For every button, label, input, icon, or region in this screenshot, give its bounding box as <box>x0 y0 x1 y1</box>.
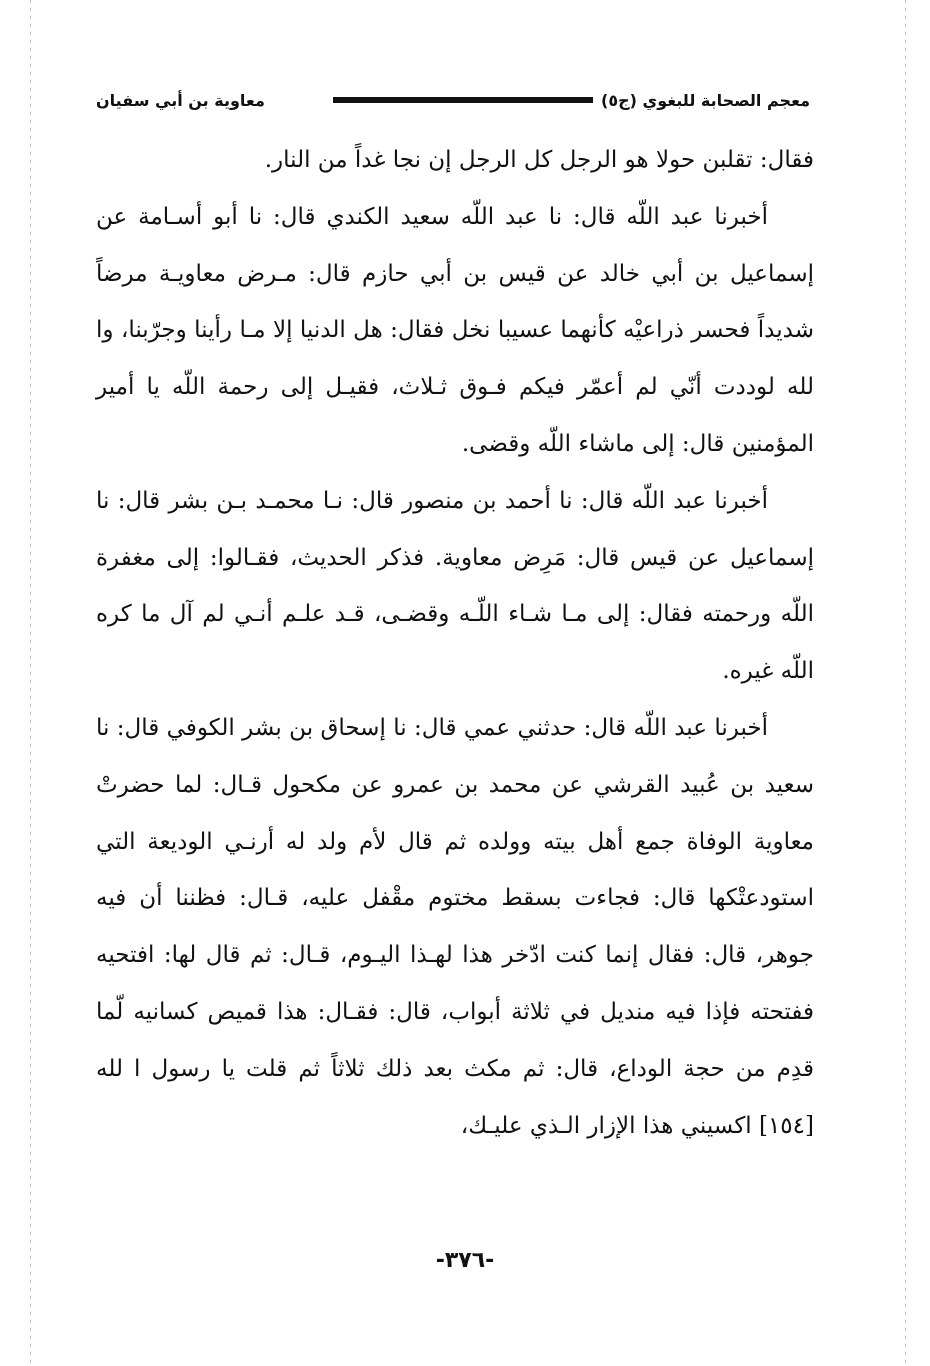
header-rule <box>333 97 593 103</box>
page-number: -٣٧٦- <box>435 1248 495 1273</box>
body-text <box>96 132 814 1154</box>
paragraph-3: أخبرنا عبد اللّه قال: نا أحمد بن منصور قال: نـا محمـد بـن بشر قال: نا إسماعيل عن قيس قال: مَرِض معاوية. فذكر الحديث، فقـالوا: إلى مغفرة اللّه ورحمته فقال: إلى مـا شـاء اللّـه وقضـى، قـد علـم أنـي لم آل ما كره اللّه غيره. <box>96 487 814 685</box>
scan-edge-left <box>30 0 31 1366</box>
paragraph-4: أخبرنا عبد اللّه قال: حدثني عمي قال: نا إسحاق بن بشر الكوفي قال: نا سعيد بن عُبيد القرشي عن محمد بن عمرو عن مكحول قـال: لما حضرتْ معاوية الوفاة جمع أهل بيته وولده ثم قال لأم ولد له أرنـي الوديعة التي استودعتْكها قال: فجاءت بسقط مختوم مقْفل عليه، قـال: فظننا أن فيه جوهر، قال: فقال إنما كنت ادّخر هذا لهـذا اليـوم، قـال: ثم قال لها: افتحيه ففتحته فإذا فيه منديل في ثلاثة أبواب، قال: فقـال: هذا قميص كسانيه لّما قدِم من حجة الوداع، قال: ثم مكث بعد ذلك ثلاثاً ثم قلت يا رسول ا لله [١٥٤] اكسيني هذا الإزار الـذي عليـك، <box>96 714 814 1139</box>
page-header <box>96 82 810 118</box>
book-title: معجم الصحابة للبغوي (ج٥) <box>601 90 810 110</box>
paragraph-2: أخبرنا عبد اللّه قال: نا عبد اللّه سعيد الكندي قال: نا أبو أسـامة عن إسماعيل بن أبي خالد عن قيس بن أبي حازم قال: مـرض معاويـة مرضاً شديداً فحسر ذراعيْه كأنهما عسيبا نخل فقال: هل الدنيا إلا مـا رأينا وجرّبنا، وا لله لوددت أنّي لم أعمّر فيكم فـوق ثـلاث، فقيـل إلى رحمة اللّه يا أمير المؤمنين قال: إلى ماشاء اللّه وقضى. <box>96 203 814 457</box>
chapter-title: معاوية بن أبي سفيان <box>96 90 265 110</box>
scan-edge-right <box>905 0 906 1366</box>
paragraph-1: فقال: تقلبن حولا هو الرجل كل الرجل إن نجا غداً من النار. <box>264 147 814 173</box>
